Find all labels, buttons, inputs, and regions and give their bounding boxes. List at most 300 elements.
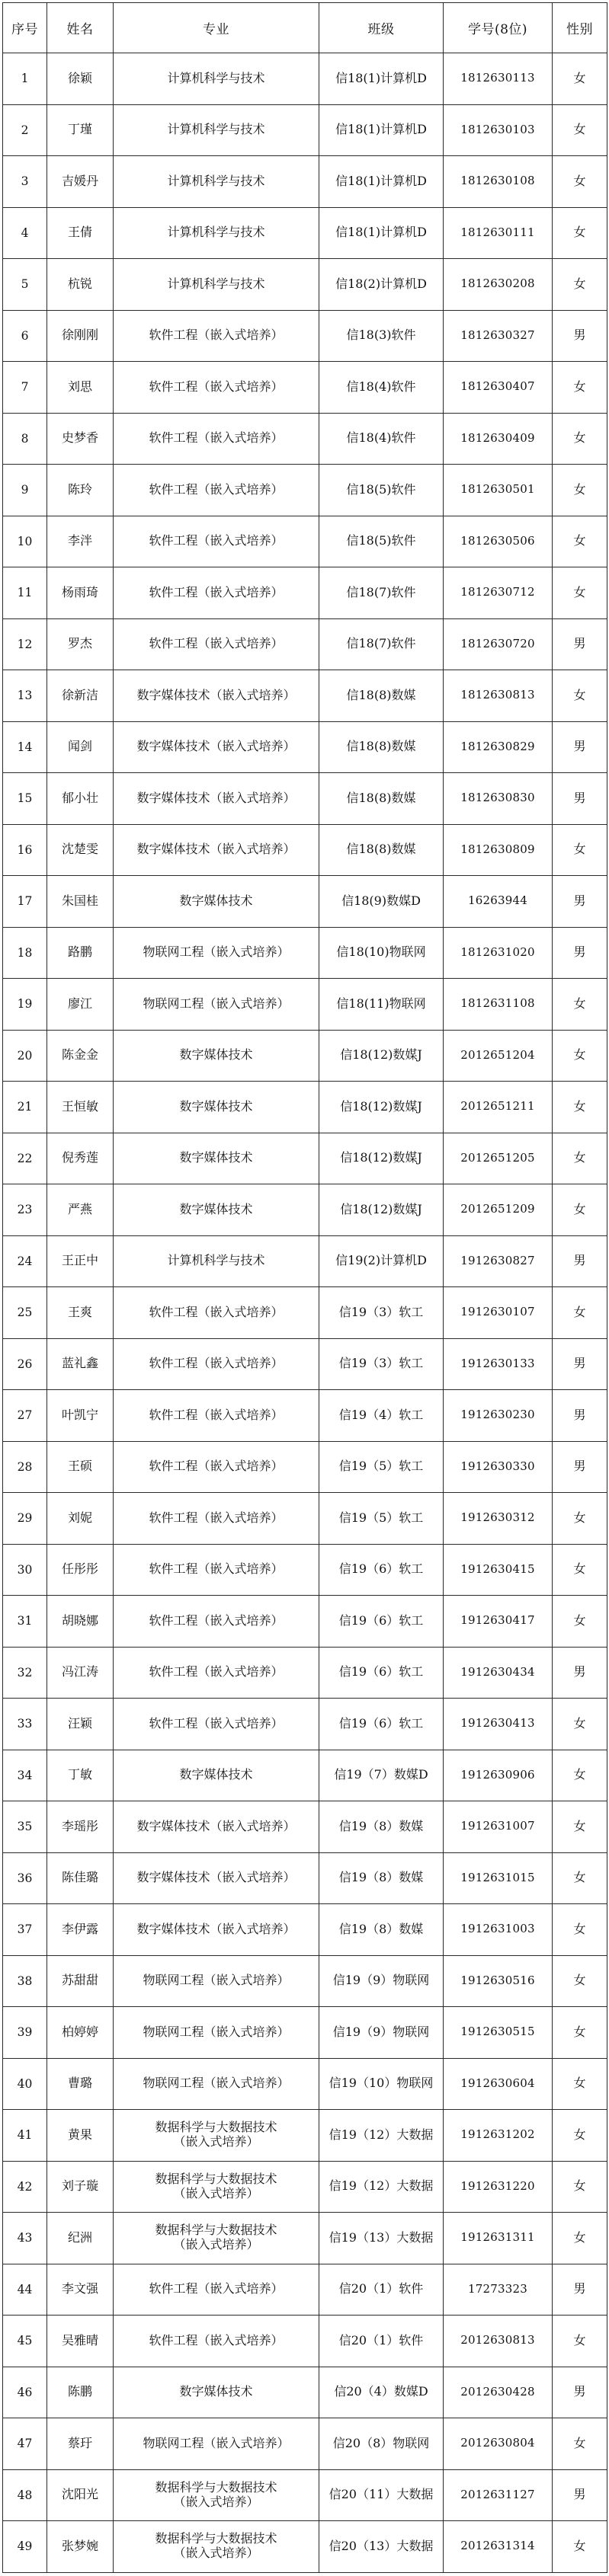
cell-major	[114, 876, 319, 928]
major-text: 数字媒体技术（嵌入式培养）	[136, 687, 296, 702]
major-text: 数字媒体技术（嵌入式培养）	[136, 842, 296, 857]
cell-name: 苏甜甜	[47, 1955, 114, 2007]
cell-gender: 女	[553, 1699, 607, 1750]
cell-gender: 女	[553, 516, 607, 567]
cell-major	[114, 1184, 319, 1236]
cell-student-id: 2012630804	[444, 2418, 553, 2470]
cell-class: 信18(1)计算机D	[319, 53, 444, 105]
cell-gender: 女	[553, 104, 607, 156]
cell-gender: 男	[553, 876, 607, 928]
cell-gender: 男	[553, 310, 607, 362]
cell-index: 47	[3, 2418, 47, 2470]
major-text: 数字媒体技术（嵌入式培养）	[136, 1870, 296, 1885]
cell-name: 杨雨琦	[47, 567, 114, 619]
cell-gender: 男	[553, 1647, 607, 1699]
cell-class: 信20（8）物联网	[319, 2418, 444, 2470]
cell-major	[114, 1955, 319, 2007]
cell-class: 信19(2)计算机D	[319, 1235, 444, 1287]
cell-major	[114, 1287, 319, 1339]
cell-student-id: 1812630208	[444, 259, 553, 311]
table-row	[3, 2469, 607, 2521]
table-row	[3, 824, 607, 876]
cell-major	[114, 310, 319, 362]
cell-gender: 男	[553, 1338, 607, 1390]
cell-name: 徐新洁	[47, 670, 114, 722]
cell-class: 信20（13）大数据	[319, 2521, 444, 2573]
cell-index: 14	[3, 721, 47, 773]
cell-gender: 女	[553, 1801, 607, 1853]
table-row	[3, 1235, 607, 1287]
cell-major	[114, 1133, 319, 1184]
cell-class: 信18(12)数媒J	[319, 1133, 444, 1184]
cell-class: 信18(1)计算机D	[319, 207, 444, 259]
cell-gender: 女	[553, 413, 607, 465]
cell-student-id: 1812630111	[444, 207, 553, 259]
cell-name: 陈玲	[47, 465, 114, 516]
cell-student-id: 16263944	[444, 876, 553, 928]
cell-class: 信19（7）数媒D	[319, 1750, 444, 1801]
major-text: 计算机科学与技术	[167, 276, 265, 291]
cell-gender: 男	[553, 2264, 607, 2316]
cell-student-id: 1912630604	[444, 2058, 553, 2110]
cell-name: 李泮	[47, 516, 114, 567]
cell-student-id: 1812630829	[444, 721, 553, 773]
cell-class: 信19（8）数媒	[319, 1801, 444, 1853]
cell-major	[114, 2521, 319, 2573]
cell-class: 信20（4）数媒D	[319, 2367, 444, 2418]
cell-student-id: 1812631108	[444, 979, 553, 1031]
cell-class: 信18(4)软件	[319, 362, 444, 414]
major-text: 软件工程（嵌入式培养）	[149, 1612, 284, 1628]
cell-index: 30	[3, 1544, 47, 1596]
cell-gender: 男	[553, 2469, 607, 2521]
cell-student-id: 1912630906	[444, 1750, 553, 1801]
cell-major	[114, 2058, 319, 2110]
cell-index: 39	[3, 2007, 47, 2059]
cell-gender: 男	[553, 1235, 607, 1287]
cell-class: 信18(12)数媒J	[319, 1030, 444, 1082]
cell-class: 信19（5）软工	[319, 1441, 444, 1493]
cell-class: 信18(7)软件	[319, 618, 444, 670]
major-text: 软件工程（嵌入式培养）	[149, 1715, 284, 1731]
cell-gender: 女	[553, 979, 607, 1031]
table-row	[3, 773, 607, 825]
cell-index: 38	[3, 1955, 47, 2007]
cell-index: 21	[3, 1082, 47, 1133]
cell-gender: 女	[553, 1082, 607, 1133]
table-row	[3, 927, 607, 979]
cell-student-id: 1912631007	[444, 1801, 553, 1853]
cell-name: 陈金金	[47, 1030, 114, 1082]
cell-gender: 女	[553, 2521, 607, 2573]
cell-class: 信18(12)数媒J	[319, 1184, 444, 1236]
cell-name: 吉媛丹	[47, 156, 114, 208]
cell-class: 信18(8)数媒	[319, 721, 444, 773]
cell-major	[114, 413, 319, 465]
cell-index: 8	[3, 413, 47, 465]
cell-major	[114, 1596, 319, 1648]
header-index: 序号	[3, 3, 47, 53]
cell-name: 朱国桂	[47, 876, 114, 928]
table-row	[3, 1338, 607, 1390]
cell-name: 冯江涛	[47, 1647, 114, 1699]
major-text: 数字媒体技术（嵌入式培养）	[136, 739, 296, 754]
cell-gender: 女	[553, 1287, 607, 1339]
cell-class: 信18(12)数媒J	[319, 1082, 444, 1133]
major-text: 物联网工程（嵌入式培养）	[143, 2076, 290, 2091]
cell-index: 25	[3, 1287, 47, 1339]
table-row	[3, 1184, 607, 1236]
major-text: 软件工程（嵌入式培养）	[149, 1561, 284, 1577]
header-major: 专业	[114, 3, 319, 53]
cell-index: 20	[3, 1030, 47, 1082]
cell-gender: 女	[553, 465, 607, 516]
cell-gender: 女	[553, 2007, 607, 2059]
cell-name: 蔡玗	[47, 2418, 114, 2470]
cell-student-id: 1912630515	[444, 2007, 553, 2059]
table-row	[3, 979, 607, 1031]
cell-student-id: 1912630107	[444, 1287, 553, 1339]
cell-name: 刘妮	[47, 1493, 114, 1545]
cell-index: 10	[3, 516, 47, 567]
table-row	[3, 2213, 607, 2264]
cell-student-id: 2012651209	[444, 1184, 553, 1236]
cell-gender: 女	[553, 259, 607, 311]
cell-name: 徐刚刚	[47, 310, 114, 362]
table-row	[3, 413, 607, 465]
table-row	[3, 2418, 607, 2470]
cell-student-id: 1912631003	[444, 1904, 553, 1956]
cell-gender: 男	[553, 2367, 607, 2418]
cell-name: 王硕	[47, 1441, 114, 1493]
cell-major	[114, 207, 319, 259]
cell-name: 路鹏	[47, 927, 114, 979]
cell-class: 信19（13）大数据	[319, 2213, 444, 2264]
major-text: 数字媒体技术	[179, 893, 253, 908]
table-row	[3, 1544, 607, 1596]
table-body	[3, 53, 607, 2573]
cell-student-id: 1812630830	[444, 773, 553, 825]
cell-student-id: 1912630413	[444, 1699, 553, 1750]
cell-major	[114, 2213, 319, 2264]
cell-student-id: 1812630327	[444, 310, 553, 362]
cell-gender: 女	[553, 207, 607, 259]
major-text: 数字媒体技术（嵌入式培养）	[136, 790, 296, 805]
major-text: 软件工程（嵌入式培养）	[149, 2332, 284, 2347]
table-row	[3, 1852, 607, 1904]
cell-student-id: 2012630428	[444, 2367, 553, 2418]
major-text: 数据科学与大数据技术 （嵌入式培养）	[155, 2223, 277, 2252]
header-name: 姓名	[47, 3, 114, 53]
table-row	[3, 1904, 607, 1956]
table-row	[3, 1287, 607, 1339]
cell-student-id: 1812630720	[444, 618, 553, 670]
table-row	[3, 104, 607, 156]
cell-name: 纪洲	[47, 2213, 114, 2264]
cell-index: 40	[3, 2058, 47, 2110]
cell-name: 丁瑾	[47, 104, 114, 156]
cell-name: 李伊露	[47, 1904, 114, 1956]
cell-major	[114, 2007, 319, 2059]
cell-class: 信18(8)数媒	[319, 824, 444, 876]
major-text: 数字媒体技术	[179, 1201, 253, 1216]
cell-name: 刘思	[47, 362, 114, 414]
cell-gender: 女	[553, 1184, 607, 1236]
cell-student-id: 2012631314	[444, 2521, 553, 2573]
cell-student-id: 1812630407	[444, 362, 553, 414]
cell-gender: 女	[553, 1133, 607, 1184]
cell-class: 信19（3）软工	[319, 1287, 444, 1339]
cell-name: 倪秀莲	[47, 1133, 114, 1184]
table-row	[3, 1750, 607, 1801]
table-row	[3, 567, 607, 619]
table-row	[3, 53, 607, 105]
cell-class: 信19（10）物联网	[319, 2058, 444, 2110]
major-text: 软件工程（嵌入式培养）	[149, 481, 284, 497]
cell-gender: 女	[553, 567, 607, 619]
table-row	[3, 1390, 607, 1442]
cell-index: 31	[3, 1596, 47, 1648]
cell-gender: 女	[553, 670, 607, 722]
table-row	[3, 207, 607, 259]
major-text: 数字媒体技术（嵌入式培养）	[136, 1921, 296, 1936]
cell-name: 胡晓娜	[47, 1596, 114, 1648]
major-text: 软件工程（嵌入式培养）	[149, 430, 284, 446]
cell-index: 7	[3, 362, 47, 414]
table-row	[3, 1441, 607, 1493]
major-text: 物联网工程（嵌入式培养）	[143, 2024, 290, 2039]
table-row	[3, 1699, 607, 1750]
table-row	[3, 1082, 607, 1133]
cell-gender: 女	[553, 1030, 607, 1082]
cell-class: 信18(11)物联网	[319, 979, 444, 1031]
cell-class: 信19（8）数媒	[319, 1852, 444, 1904]
cell-student-id: 1812630506	[444, 516, 553, 567]
cell-student-id: 1812630409	[444, 413, 553, 465]
cell-major	[114, 465, 319, 516]
cell-gender: 女	[553, 1852, 607, 1904]
cell-index: 23	[3, 1184, 47, 1236]
cell-index: 36	[3, 1852, 47, 1904]
cell-name: 黄果	[47, 2110, 114, 2162]
cell-student-id: 1812630113	[444, 53, 553, 105]
major-text: 软件工程（嵌入式培养）	[149, 584, 284, 599]
table-row	[3, 465, 607, 516]
cell-class: 信20（1）软件	[319, 2316, 444, 2367]
table-row	[3, 1030, 607, 1082]
major-text: 计算机科学与技术	[167, 173, 265, 188]
major-text: 数据科学与大数据技术 （嵌入式培养）	[155, 2479, 277, 2509]
major-text: 数字媒体技术	[179, 1098, 253, 1114]
cell-major	[114, 721, 319, 773]
cell-index: 24	[3, 1235, 47, 1287]
cell-student-id: 1812630108	[444, 156, 553, 208]
table-row	[3, 156, 607, 208]
cell-student-id: 1912630415	[444, 1544, 553, 1596]
cell-gender: 女	[553, 2058, 607, 2110]
major-text: 软件工程（嵌入式培养）	[149, 379, 284, 394]
cell-major	[114, 2367, 319, 2418]
cell-index: 44	[3, 2264, 47, 2316]
major-text: 数字媒体技术	[179, 1047, 253, 1063]
cell-index: 28	[3, 1441, 47, 1493]
cell-index: 2	[3, 104, 47, 156]
cell-gender: 女	[553, 1904, 607, 1956]
cell-class: 信19（6）软工	[319, 1647, 444, 1699]
cell-name: 廖江	[47, 979, 114, 1031]
cell-major	[114, 1030, 319, 1082]
table-row	[3, 2007, 607, 2059]
cell-class: 信19（5）软工	[319, 1493, 444, 1545]
cell-class: 信19（6）软工	[319, 1699, 444, 1750]
cell-student-id: 2012651211	[444, 1082, 553, 1133]
cell-gender: 男	[553, 927, 607, 979]
cell-index: 49	[3, 2521, 47, 2573]
major-text: 计算机科学与技术	[167, 70, 265, 85]
cell-major	[114, 1441, 319, 1493]
major-text: 物联网工程（嵌入式培养）	[143, 944, 290, 960]
cell-student-id: 1912630133	[444, 1338, 553, 1390]
cell-class: 信18(2)计算机D	[319, 259, 444, 311]
cell-gender: 男	[553, 1390, 607, 1442]
cell-name: 陈鹏	[47, 2367, 114, 2418]
cell-gender: 女	[553, 1493, 607, 1545]
cell-major	[114, 1801, 319, 1853]
cell-major	[114, 618, 319, 670]
cell-name: 罗杰	[47, 618, 114, 670]
cell-major	[114, 2469, 319, 2521]
cell-major	[114, 362, 319, 414]
header-student-id: 学号(8位)	[444, 3, 553, 53]
major-text: 数据科学与大数据技术 （嵌入式培养）	[155, 2531, 277, 2561]
cell-index: 43	[3, 2213, 47, 2264]
cell-gender: 女	[553, 2316, 607, 2367]
cell-class: 信19（9）物联网	[319, 1955, 444, 2007]
table-row	[3, 670, 607, 722]
cell-major	[114, 2110, 319, 2162]
cell-major	[114, 53, 319, 105]
major-text: 数字媒体技术	[179, 2384, 253, 2399]
cell-major	[114, 979, 319, 1031]
cell-class: 信18(7)软件	[319, 567, 444, 619]
cell-class: 信18(9)数媒D	[319, 876, 444, 928]
cell-index: 13	[3, 670, 47, 722]
cell-name: 杭锐	[47, 259, 114, 311]
cell-student-id: 1912630434	[444, 1647, 553, 1699]
cell-major	[114, 156, 319, 208]
major-text: 软件工程（嵌入式培养）	[149, 1510, 284, 1525]
cell-index: 41	[3, 2110, 47, 2162]
cell-gender: 女	[553, 362, 607, 414]
cell-major	[114, 1082, 319, 1133]
cell-student-id: 1912630827	[444, 1235, 553, 1287]
cell-gender: 女	[553, 824, 607, 876]
cell-index: 45	[3, 2316, 47, 2367]
cell-index: 35	[3, 1801, 47, 1853]
cell-major	[114, 1493, 319, 1545]
cell-class: 信19（6）软工	[319, 1544, 444, 1596]
cell-student-id: 2012631127	[444, 2469, 553, 2521]
table-row	[3, 2264, 607, 2316]
cell-index: 12	[3, 618, 47, 670]
cell-name: 王爽	[47, 1287, 114, 1339]
cell-class: 信18(3)软件	[319, 310, 444, 362]
cell-name: 史梦香	[47, 413, 114, 465]
cell-class: 信19（12）大数据	[319, 2161, 444, 2213]
cell-major	[114, 2161, 319, 2213]
cell-index: 48	[3, 2469, 47, 2521]
cell-student-id: 1912631220	[444, 2161, 553, 2213]
major-text: 软件工程（嵌入式培养）	[149, 2281, 284, 2296]
cell-index: 9	[3, 465, 47, 516]
major-text: 软件工程（嵌入式培养）	[149, 636, 284, 651]
cell-name: 沈阳光	[47, 2469, 114, 2521]
header-row	[3, 3, 607, 53]
table-row	[3, 2367, 607, 2418]
cell-name: 严燕	[47, 1184, 114, 1236]
cell-class: 信19（12）大数据	[319, 2110, 444, 2162]
table-row	[3, 2521, 607, 2573]
table-row	[3, 1596, 607, 1648]
major-text: 软件工程（嵌入式培养）	[149, 328, 284, 343]
major-text: 软件工程（嵌入式培养）	[149, 1407, 284, 1422]
cell-major	[114, 259, 319, 311]
cell-index: 34	[3, 1750, 47, 1801]
cell-index: 16	[3, 824, 47, 876]
cell-class: 信18(8)数媒	[319, 773, 444, 825]
cell-student-id: 1812630809	[444, 824, 553, 876]
cell-gender: 女	[553, 2161, 607, 2213]
cell-student-id: 1812630712	[444, 567, 553, 619]
cell-major	[114, 1338, 319, 1390]
cell-name: 沈楚雯	[47, 824, 114, 876]
cell-student-id: 2012651204	[444, 1030, 553, 1082]
cell-index: 4	[3, 207, 47, 259]
major-text: 软件工程（嵌入式培养）	[149, 1356, 284, 1371]
cell-gender: 女	[553, 1544, 607, 1596]
cell-index: 22	[3, 1133, 47, 1184]
table-row	[3, 516, 607, 567]
cell-name: 王正中	[47, 1235, 114, 1287]
cell-student-id: 1912631311	[444, 2213, 553, 2264]
cell-name: 丁敏	[47, 1750, 114, 1801]
table-row	[3, 1801, 607, 1853]
cell-index: 5	[3, 259, 47, 311]
cell-gender: 女	[553, 2110, 607, 2162]
cell-index: 1	[3, 53, 47, 105]
cell-gender: 女	[553, 156, 607, 208]
cell-major	[114, 2316, 319, 2367]
cell-gender: 女	[553, 53, 607, 105]
cell-index: 26	[3, 1338, 47, 1390]
cell-class: 信18(10)物联网	[319, 927, 444, 979]
table-row	[3, 2161, 607, 2213]
cell-class: 信18(5)软件	[319, 465, 444, 516]
table-row	[3, 2110, 607, 2162]
cell-index: 37	[3, 1904, 47, 1956]
major-text: 物联网工程（嵌入式培养）	[143, 996, 290, 1011]
cell-major	[114, 2264, 319, 2316]
cell-gender: 男	[553, 721, 607, 773]
cell-major	[114, 516, 319, 567]
header-gender: 性别	[553, 3, 607, 53]
cell-name: 徐颖	[47, 53, 114, 105]
cell-class: 信18(8)数媒	[319, 670, 444, 722]
cell-class: 信19（8）数媒	[319, 1904, 444, 1956]
cell-major	[114, 567, 319, 619]
cell-index: 27	[3, 1390, 47, 1442]
major-text: 软件工程（嵌入式培养）	[149, 533, 284, 548]
